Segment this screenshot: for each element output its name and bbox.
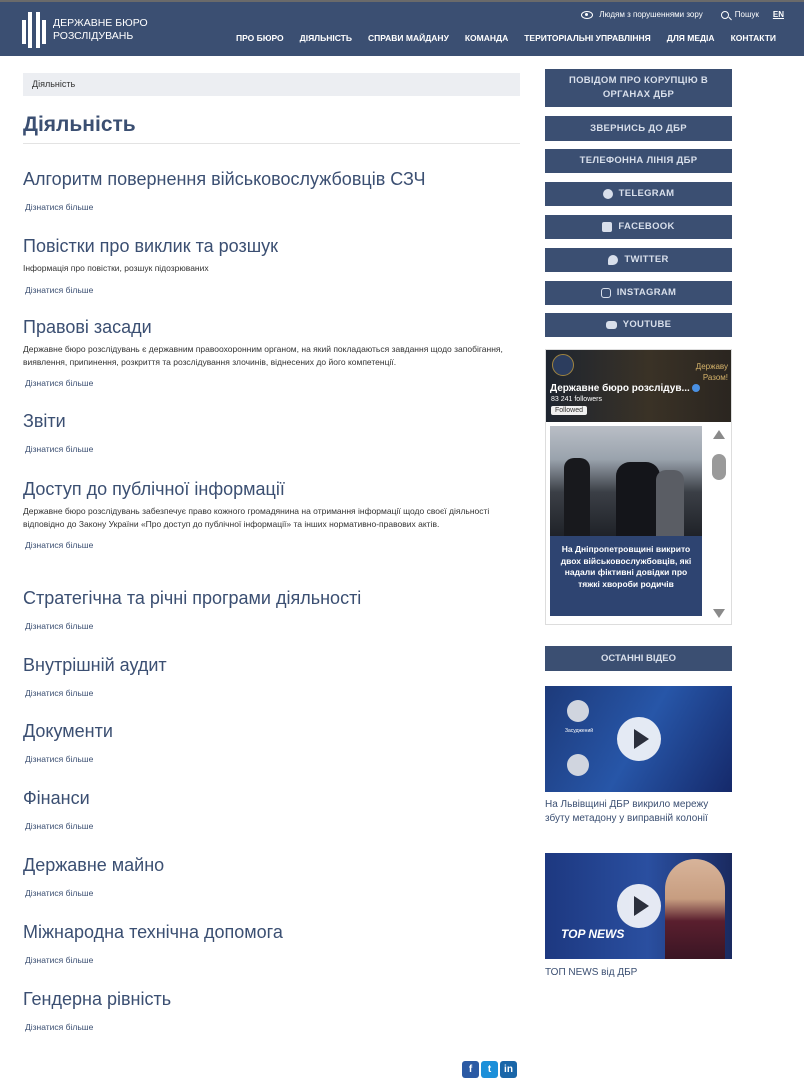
item-title[interactable]: Міжнародна технічна допомога: [23, 922, 283, 942]
nav-item-media[interactable]: ДЛЯ МЕДІА: [666, 33, 715, 43]
fb-page-name-text: Державне бюро розслідув...: [550, 383, 690, 394]
instagram-button[interactable]: [545, 281, 732, 305]
video-thumbnail[interactable]: [545, 686, 732, 792]
nav-item-about[interactable]: ПРО БЮРО: [235, 33, 284, 43]
item-title[interactable]: Стратегічна та річні програми діяльності: [23, 588, 362, 608]
person-figure: [616, 462, 660, 536]
eye-icon: [581, 11, 593, 19]
contact-dbr-button[interactable]: [545, 116, 732, 141]
logo-text[interactable]: [53, 17, 148, 43]
list-item: [23, 720, 520, 764]
nav-item-maidan[interactable]: СПРАВИ МАЙДАНУ: [367, 33, 449, 43]
fb-followers: 83 241 followers: [551, 396, 602, 403]
telegram-label: TELEGRAM: [618, 188, 675, 199]
accessibility-link[interactable]: Людям з порушеннями зору: [599, 10, 703, 19]
hotline-button[interactable]: [545, 149, 732, 173]
youtube-icon: [606, 321, 617, 329]
fb-cover[interactable]: [546, 350, 732, 422]
nav-item-activity[interactable]: ДІЯЛЬНІСТЬ: [299, 33, 352, 43]
fb-cover-text: [656, 361, 728, 383]
twitter-share-icon[interactable]: t: [481, 1061, 498, 1078]
facebook-label: FACEBOOK: [618, 221, 675, 232]
item-title[interactable]: Документи: [23, 721, 113, 741]
twitter-icon: [608, 255, 618, 265]
nav-item-team[interactable]: КОМАНДА: [464, 33, 509, 43]
fb-scrollbar[interactable]: [710, 426, 728, 622]
item-description: Інформація про повістки, розшук підозрюваних: [23, 263, 209, 273]
scroll-down-icon[interactable]: [713, 609, 725, 618]
instagram-label: INSTAGRAM: [616, 287, 677, 298]
list-item: [23, 921, 520, 965]
list-item: [23, 478, 520, 550]
video-overlay-label: TOP NEWS: [561, 927, 625, 941]
read-more-link[interactable]: Дізнатися більше: [25, 888, 94, 898]
person-icon: [567, 754, 589, 776]
telegram-icon: [603, 189, 613, 199]
search-icon[interactable]: [721, 11, 729, 19]
read-more-link[interactable]: Дізнатися більше: [25, 821, 94, 831]
divider: [23, 143, 520, 144]
report-corruption-button[interactable]: [545, 69, 732, 107]
read-more-link[interactable]: Дізнатися більше: [25, 378, 94, 388]
item-title[interactable]: Алгоритм повернення військовослужбовців СЗЧ: [23, 169, 426, 189]
read-more-link[interactable]: Дізнатися більше: [25, 621, 94, 631]
read-more-link[interactable]: Дізнатися більше: [25, 202, 94, 212]
read-more-link[interactable]: Дізнатися більше: [25, 540, 94, 550]
nav-item-regional[interactable]: ТЕРИТОРІАЛЬНІ УПРАВЛІННЯ: [524, 33, 651, 43]
person-figure: [656, 470, 684, 536]
latest-videos-header: ОСТАННІ ВІДЕО: [545, 646, 732, 671]
facebook-widget: [545, 349, 732, 625]
logo-line-1: ДЕРЖАВНЕ БЮРО: [53, 17, 148, 29]
twitter-button[interactable]: [545, 248, 732, 272]
video-title[interactable]: ТОП NEWS від ДБР: [545, 967, 638, 978]
read-more-link[interactable]: Дізнатися більше: [25, 444, 94, 454]
linkedin-share-icon[interactable]: in: [500, 1061, 517, 1078]
video-title[interactable]: На Львівщині ДБР викрило мережу збуту метадону у виправній колонії: [545, 799, 709, 824]
logo-line-2: РОЗСЛІДУВАНЬ: [53, 30, 134, 42]
language-switch[interactable]: EN: [772, 10, 784, 19]
instagram-icon: [601, 288, 611, 298]
item-title[interactable]: Фінанси: [23, 788, 90, 808]
read-more-link[interactable]: Дізнатися більше: [25, 688, 94, 698]
scroll-up-icon[interactable]: [713, 430, 725, 439]
main-nav: [236, 33, 776, 43]
site-header: [0, 0, 804, 56]
list-item: [23, 854, 520, 898]
share-buttons: [462, 1061, 517, 1078]
list-item: [23, 587, 520, 631]
list-item: [23, 316, 520, 388]
youtube-button[interactable]: [545, 313, 732, 337]
contact-dbr-label: ЗВЕРНИСЬ ДО ДБР: [590, 122, 687, 134]
utility-bar: [581, 10, 784, 19]
nav-item-contacts[interactable]: КОНТАКТИ: [730, 33, 776, 43]
report-corruption-line-2: ОРГАНАХ ДБР: [602, 89, 675, 100]
read-more-link[interactable]: Дізнатися більше: [25, 284, 94, 295]
avatar[interactable]: [552, 354, 574, 376]
play-icon[interactable]: [617, 717, 661, 761]
list-item: [23, 168, 520, 212]
item-description: Державне бюро розслідувань є державним правоохоронним органом, на який покладаються завдання щодо запобігання, виявлення, припинення, розкриття та розслідування злочинів, віднесених до його компетенції.: [23, 344, 503, 367]
youtube-label: YOUTUBE: [622, 319, 672, 330]
item-title[interactable]: Внутрішній аудит: [23, 655, 167, 675]
item-description: Державне бюро розслідувань забезпечує право кожного громадянина на отримання інформації щодо своєї діяльності відповідно до Закону України «Про доступ до публічної інформації» та інших нормативно-правових актів.: [23, 506, 490, 529]
list-item: [23, 410, 520, 454]
presenter-figure: [665, 859, 725, 959]
fb-cover-line-1: Державу: [695, 362, 728, 371]
fb-followed-button[interactable]: Followed: [551, 406, 587, 415]
telegram-button[interactable]: [545, 182, 732, 206]
fb-page-name[interactable]: [550, 383, 700, 394]
facebook-icon: [602, 222, 612, 232]
person-figure: [564, 458, 590, 536]
facebook-button[interactable]: [545, 215, 732, 239]
read-more-link[interactable]: Дізнатися більше: [25, 955, 94, 965]
video-overlay-label: Засуджений: [565, 728, 594, 734]
verified-icon: [692, 384, 700, 392]
page-title: Діяльність: [23, 113, 136, 136]
item-title[interactable]: Повістки про виклик та розшук: [23, 236, 279, 256]
logo-icon[interactable]: [22, 10, 46, 50]
list-item: [23, 654, 520, 698]
list-item: [23, 988, 520, 1032]
fb-post-text[interactable]: На Дніпропетровщині викрито двох військовослужбовців, які надали фіктивні довідки про тяжкі хвороби родичів: [550, 536, 702, 616]
scroll-thumb[interactable]: [712, 454, 726, 480]
person-icon: [567, 700, 589, 722]
hotline-label: ТЕЛЕФОННА ЛІНІЯ ДБР: [579, 155, 698, 166]
fb-cover-line-2: Разом!: [702, 373, 728, 382]
read-more-link[interactable]: Дізнатися більше: [25, 1022, 94, 1032]
item-title[interactable]: Доступ до публічної інформації: [23, 479, 285, 499]
fb-post-image[interactable]: [550, 426, 702, 536]
facebook-share-icon[interactable]: f: [462, 1061, 479, 1078]
item-title[interactable]: Звіти: [23, 411, 66, 431]
item-title[interactable]: Правові засади: [23, 317, 152, 337]
item-title[interactable]: Державне майно: [23, 855, 165, 875]
video-thumbnail[interactable]: [545, 853, 732, 959]
breadcrumb[interactable]: Діяльність: [23, 73, 520, 96]
play-icon[interactable]: [617, 884, 661, 928]
report-corruption-line-1: ПОВІДОМ ПРО КОРУПЦІЮ В: [568, 75, 709, 86]
item-title[interactable]: Гендерна рівність: [23, 989, 172, 1009]
list-item: [23, 787, 520, 831]
search-link[interactable]: Пошук: [734, 10, 759, 19]
twitter-label: TWITTER: [624, 254, 669, 265]
read-more-link[interactable]: Дізнатися більше: [25, 754, 94, 764]
list-item: [23, 235, 520, 295]
